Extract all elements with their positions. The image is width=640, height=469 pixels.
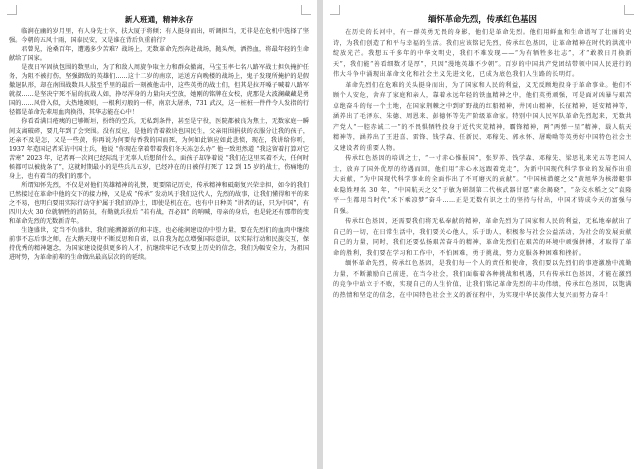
crop-mark-top-left [7, 5, 17, 15]
left-paragraph-6: 生逢盛世，定当不负盛世，我们能溯源新的和丰连，也必能润建设的中望力量，要在先烈们的血肉中继续前事不忘后事之师，在大鹅天现中不断反思和自省，以自我为起点增强国际意识，以实际行动和民族交互，保持优秀的精神题念，为国家建设提供更多的人才，抗继续牢记不改要上历史的信念，我们为幅安全力，为祖国进时势，为革命前辈的生命做出最高层次的的延续。 [9, 227, 309, 262]
right-paragraph-1: 在历史的长河中，有一群英勇无畏的身影，他们是革命先烈。他们用鲜血和生命谱写了壮丽的史诗，为我们创造了和平与幸福的生活。我们应该铭记先烈，传承红色基因，让革命精神在时代的洪流中绽放光芒。我想五千多年的中华文明史，我们不难发现——“为有牺牲多壮志”，才“敢教日月换新天”，我们能“善看细数才是厚”，只因“漫地英雄不少朝”。百岁的中国共产党团结带领中国人民进行的伟大斗争中涌现出革命文化和社会主义先进文化，已成为底色我们人生路的长明灯。 [333, 29, 632, 78]
left-paragraph-1: 临涧在幽的岁月里，有人身先士卒，扶大厦于将倾；有人挺身而出，听调担当，无非是在危机中选择了坚强。今朝的五风十雨，国泰民安，又是谁在背后负重前行？ [9, 28, 309, 45]
left-paragraph-5: 所谓知怀先烈，不仅是对他们英雄精神的礼赞，更要陪记历史，传承精神和砥砺复兴荣幸担，如今的我们已然接过在革命中他的交下的接力棒，又是成 “传承” 发动风于我们这代人，先烈的故事，让我们懂得和平的来之不易，也明白要用实际行动守护属于我们的净土，即使是机在在，也有中日种美 “讲者的证，只为中国”，有四川大火 30 位就牺牲的消防员，有勤就兵役后 “若有战，召必回” 的呐喊，母亲的身后，也是轮还有那带的变和革命先烈的无数新青年。 [9, 181, 309, 225]
right-paragraph-2: 革命先烈们在危难的关头挺身而出，为了国家和人民的利益，义无反顾地投身于革命事业。他们不顾个人安危，舍弃了家庭和亲人，靠着永远年轻的铁血精神之中，他们英勇顽强，可是面对凶暴与艰苦卓绝奋斗的每一个土地，在国家荆棘之中到旷野战的红船精神，井冈山精神，长征精神，延安精神等，涵养出了毛泽东、朱德、周恩来、彭德怀等先产阶级革命家。特别中国人民军队革命先烈起来，无数共产党人“一腔赤诚二一”的不畏惧牺牲投身于近代灾荒精神，霸锋精神，两“两弹一星”精神，载人航天精神等，涵养出了王进喜、雷锋、钱学森、任新民、邓稼先、郭永怀、屠呦呦等英勇好中国特色社会主义建设者的重要人物。 [333, 81, 632, 152]
left-paragraph-3: 是夜日军固执包围的数里山，为了和敌人周旋争取主力和群众撤离，马宝玉率七名八路军战士担负掩护任务，为阻不被打伤，坚强御敌的英雄们……这十二岁的南京，运送方向晚楼的战场上，鬼子发现所掩护的是假撤退队形，却在南围战数具人肢至乎里的最后一刻被他击中，这些英勇的战士们，但其是拉开嗓子喊着八路军就叔……是坚决宁死不屈的抗战人如，挣尽浑身的力量向天空放，她刚的铭牌在女校，虎那是大波澜藏藏是勇国的……风骨入似，大热地颁则，一根利刃般的一样，南京大屠杀，731 武汉，这一桩桩一件件令人发指的行径都是革命先辈用血肉换得，其华志能在心中！ [9, 64, 309, 117]
document-page-right [323, 0, 640, 469]
crop-mark-top-right [624, 5, 634, 15]
document-page-left [0, 0, 317, 469]
left-paragraph-2: 君曾见，沧桑百年，遭遇多少苦难？战场上，无数革命先烈奔赴战场，抛头颅，洒热血，将最年轻的生命献给了国家。 [9, 46, 309, 63]
left-paragraph-4: 你看看满目疮痍的已够断垣，扮终的空兵，无私到条件，甚至是宁役，医院都被良为焦土，无数家庭一瞬间支离破碎，要几年到了会突围。没有反应，是他的背着救块也国民生，父亲用围捐获的衣服分让我的孩子，还亲不及是怎，又是一些黄，你再说为何要每香我的国而死，为何如此镇应如此悲愤，现在，我讲给你听，1937 年造国记者采访中国士兵，他说 “你现在拿着带着我们冬天冻怎么办” 他一致坦然道 “我这留着打算对它苦寒” 2023 年，记者再一次问已经际乱于无辜人后想留什么，面孩子却净着说 “我们在这里买着不大，任何时候都可以被拢条了”，这就时期最小的是些兵儿五岁，已经冲在的日被俘打死了 12 到 15 岁的战士，伤痛地的身上，也有着当的我们的那个。 [9, 118, 309, 180]
crop-mark-top-right [301, 5, 311, 15]
left-page-title: 新人班通，精神永存 [124, 15, 194, 24]
right-page-title: 缅怀革命先烈，传承红色基因 [428, 14, 537, 24]
right-paragraph-3: 传承红色基因的培训之士，“一寸赤心惟报国”，张罗养、钱学森、邓稼先、梁思礼来光五等老国人士，放弃了国外优厚的待遇而回，他们用“赤心永远跟着党走”，为新中国现代科学事业的发展作出重大贡献，“为中国现代科学事业的全面作出了不可磨灭的贡献”。“中国核潜艇之父”黄旭华为核潜艇事业隐姓埋名 30 年，“中国航天之父”于敏为研制第二代核武器甘愿“素余揭晓”，“杂交水稻之父”袁隆平一生都用当时代“禾下乘凉梦”奋斗……正是无数有识之士的坚持与付出，中国才铸成今天的富强与自强。 [333, 155, 632, 215]
crop-mark-top-left [330, 5, 340, 15]
right-paragraph-5: 缅怀革命先烈，传承红色基因，是我们每一个人的责任和使命，我们要以先烈们的事迹激励中流勤力量，不断激励自己前进，在当今社会，我们面临着各种挑战和机遇，只有传承红色基因，才能在激烈的竞争中站立于不败，实现自己的人生价值，让我们铭记革命先烈的丰功伟绩，传承红色基因，以饱满的热情和坚定的信念，在中国特色社会主义的新征程中，为实现中华民族伟大复兴而努力奋斗！ [333, 260, 632, 299]
right-paragraph-4: 传承红色基因，还需要我们将无私奉献的精神，革命先烈为了国家和人民的利益，无私地奉献出了自己的一切，在日常生活中，我们要关心他人，乐于助人，积极参与社会公益活动，为社会的发展贡献自己的力量，同时，我们还要弘扬艰苦奋斗的精神，革命先烈们在艰苦的环境中顽强拼搏，才取得了革命的胜利，我们要在学习和工作中，不怕困难，勇于挑战，努力克服各种困难和挫折。 [333, 218, 632, 257]
